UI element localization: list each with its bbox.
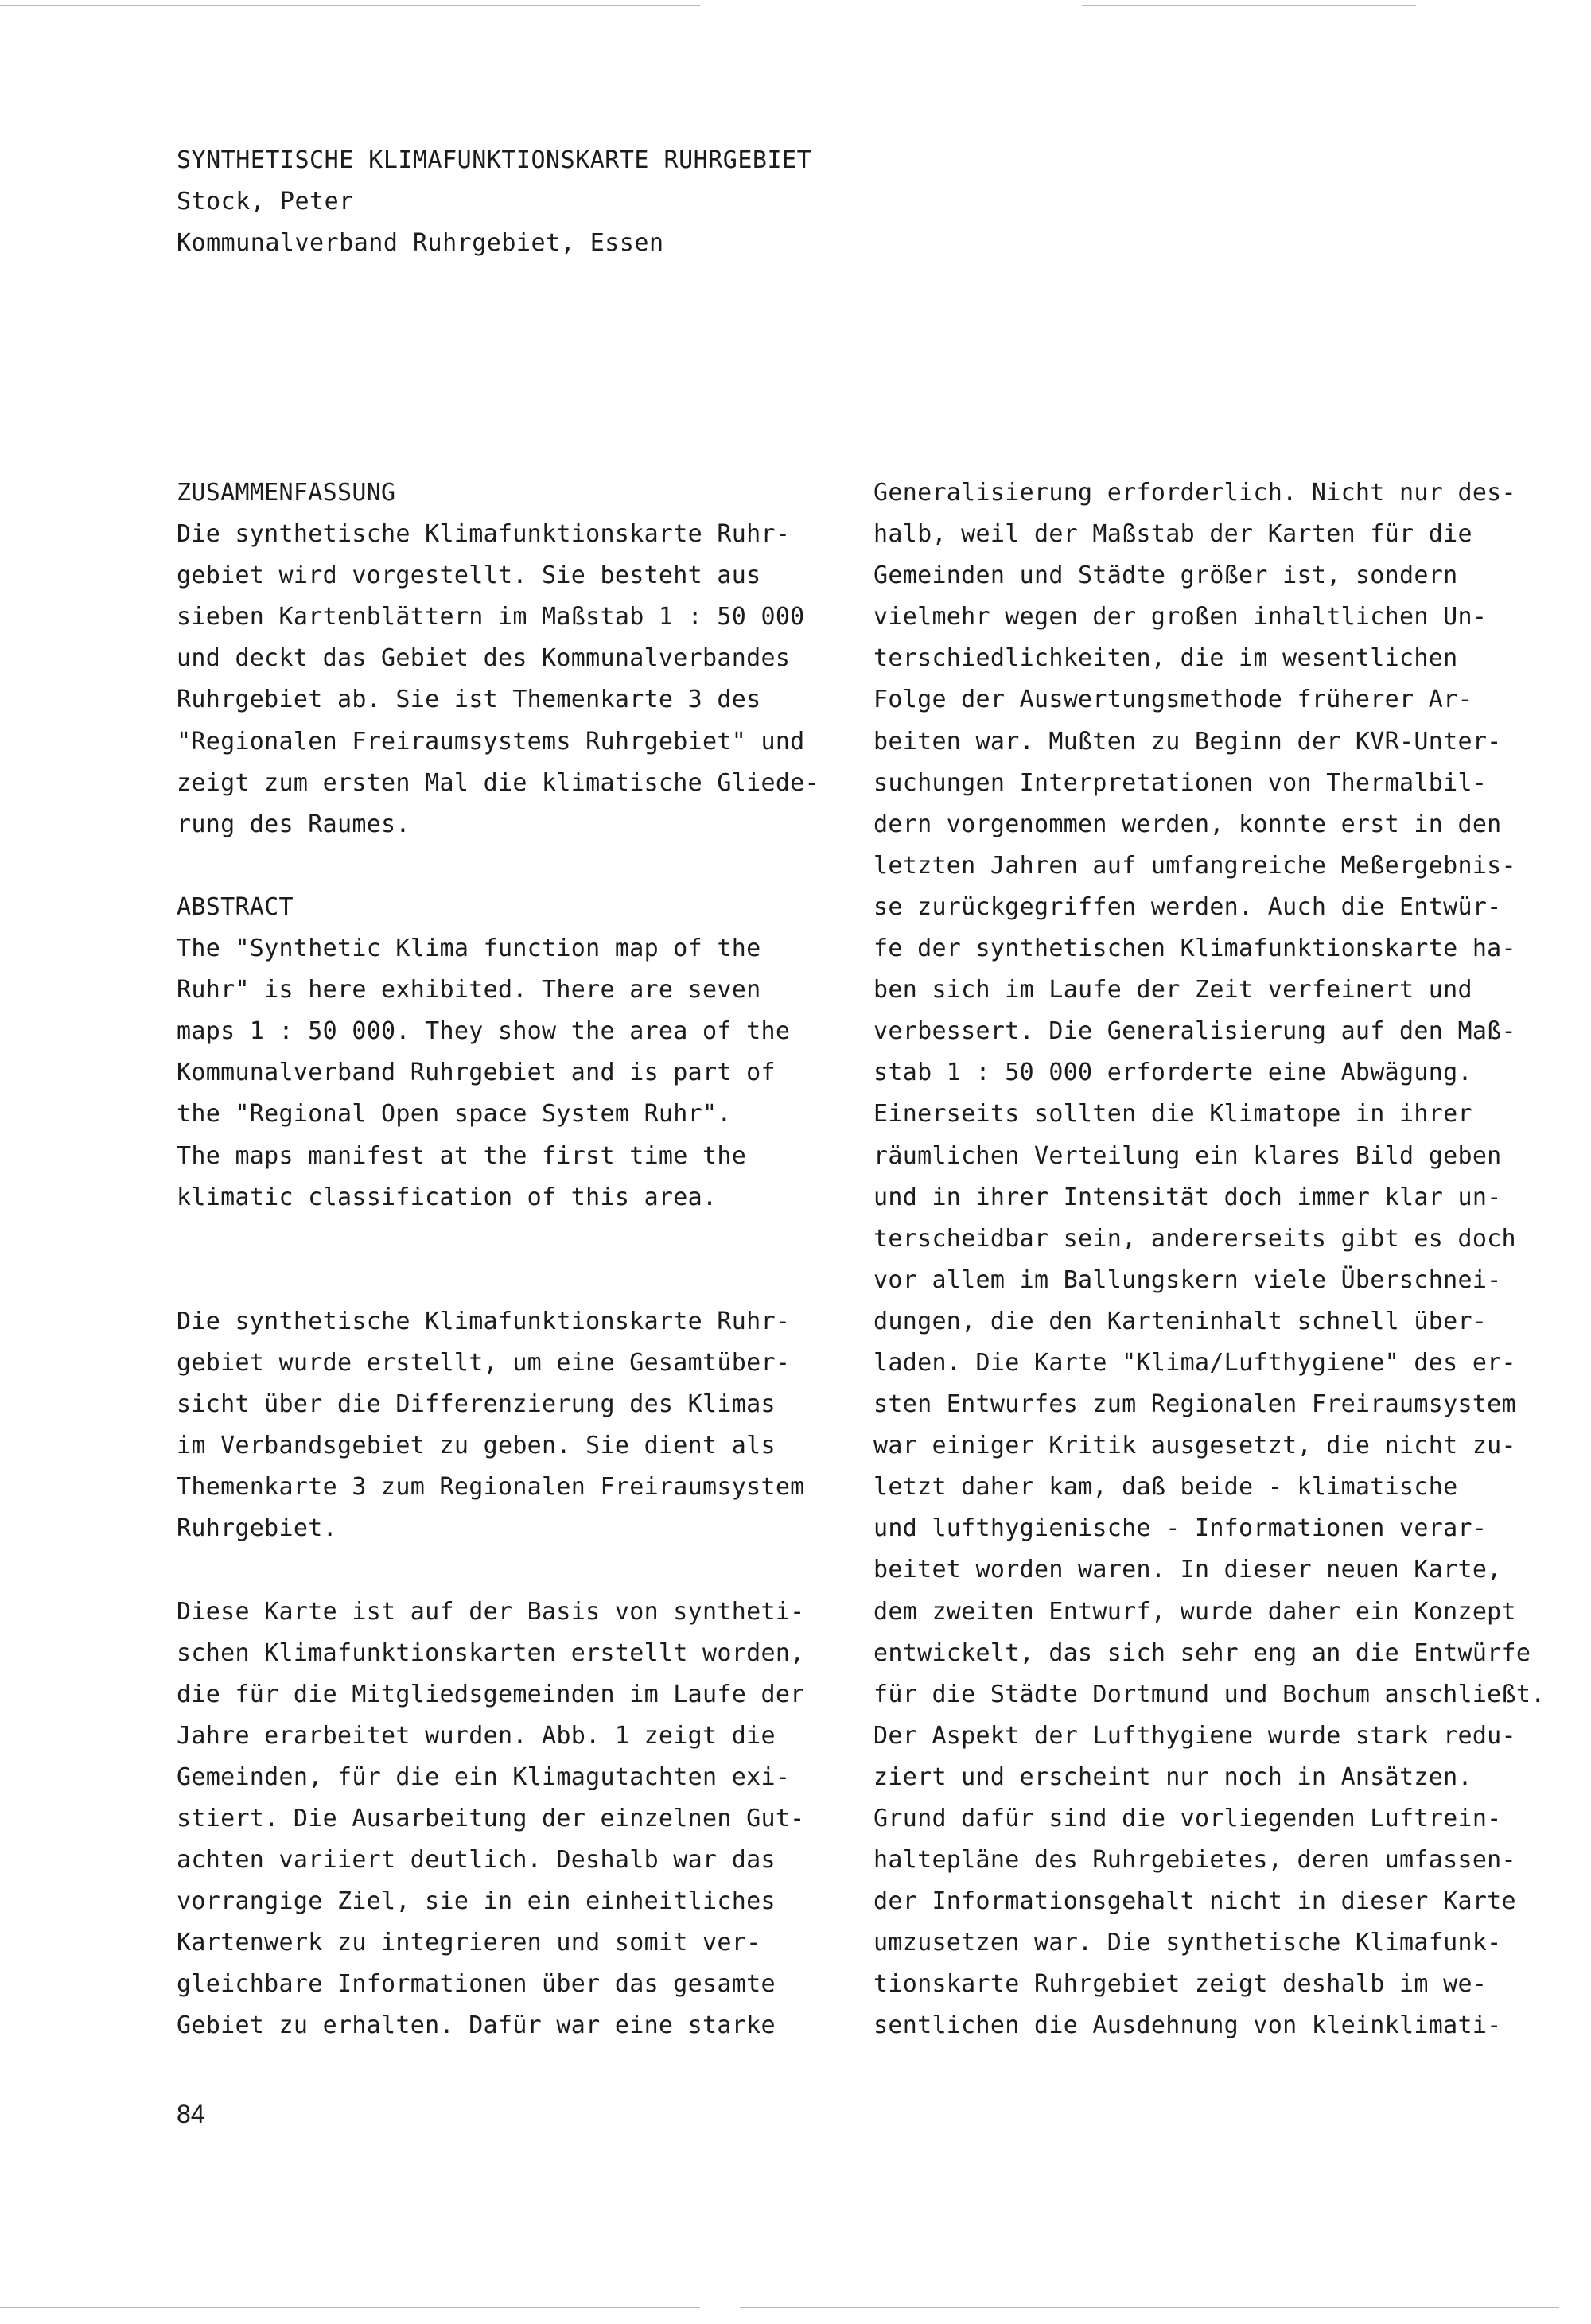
- right-column-line: se zurückgegriffen werden. Auch die Entwür-: [873, 892, 1502, 921]
- right-column-line: ziert und erscheint nur noch in Ansätzen.: [873, 1762, 1472, 1791]
- top-edge-rule-right: [1082, 5, 1416, 6]
- body-paragraph-1-line: Die synthetische Klimafunktionskarte Ruhr-: [177, 1307, 791, 1335]
- right-column-line: terschiedlichkeiten, die im wesentlichen: [873, 644, 1458, 673]
- right-column-line: stab 1 : 50 000 erforderte eine Abwägung.: [873, 1059, 1472, 1087]
- zusammenfassung-line: zeigt zum ersten Mal die klimatische Gliede-: [177, 768, 819, 797]
- bottom-edge-rule-left: [0, 2307, 700, 2308]
- right-column-line: dern vorgenommen werden, konnte erst in den: [873, 810, 1502, 838]
- right-column-line: Grund dafür sind die vorliegenden Luftrein-: [873, 1805, 1502, 1832]
- body-paragraph-1-line: sicht über die Differenzierung des Klimas: [177, 1390, 776, 1419]
- body-paragraph-2-line: die für die Mitgliedsgemeinden im Laufe der: [177, 1680, 805, 1708]
- bottom-edge-rule-right: [740, 2307, 1559, 2308]
- right-column-line: tionskarte Ruhrgebiet zeigt deshalb im we-: [873, 1970, 1488, 1999]
- page-number: 84: [177, 2100, 205, 2128]
- abstract-line: Ruhr" is here exhibited. There are seven: [177, 976, 761, 1005]
- abstract-line: Kommunalverband Ruhrgebiet and is part of: [177, 1059, 776, 1087]
- article-affiliation: Kommunalverband Ruhrgebiet, Essen: [177, 229, 664, 258]
- right-column-line: sentlichen die Ausdehnung von kleinklimati-: [873, 2011, 1502, 2040]
- right-column-line: sten Entwurfes zum Regionalen Freiraumsystem: [873, 1390, 1516, 1419]
- right-column-line: letzt daher kam, daß beide - klimatische: [873, 1473, 1458, 1502]
- body-paragraph-1-line: im Verbandsgebiet zu geben. Sie dient als: [177, 1432, 776, 1460]
- abstract-line: The "Synthetic Klima function map of the: [177, 935, 761, 963]
- body-paragraph-2-line: Diese Karte ist auf der Basis von syntheti-: [177, 1597, 805, 1626]
- right-column-line: dem zweiten Entwurf, wurde daher ein Konzept: [873, 1597, 1516, 1626]
- body-paragraph-1-line: gebiet wurde erstellt, um eine Gesamtüber-: [177, 1348, 791, 1377]
- right-column-line: für die Städte Dortmund und Bochum anschließt.: [873, 1680, 1546, 1708]
- right-column-line: halb, weil der Maßstab der Karten für die: [873, 520, 1472, 549]
- right-column-line: Gemeinden und Städte größer ist, sondern: [873, 562, 1458, 590]
- right-column-line: terscheidbar sein, andererseits gibt es doch: [873, 1224, 1516, 1253]
- body-paragraph-2-line: achten variiert deutlich. Deshalb war das: [177, 1846, 776, 1875]
- body-paragraph-2-line: schen Klimafunktionskarten erstellt worden,: [177, 1638, 805, 1667]
- right-column-line: Folge der Auswertungsmethode früherer Ar-: [873, 686, 1472, 714]
- body-paragraph-1-line: Themenkarte 3 zum Regionalen Freiraumsystem: [177, 1473, 805, 1502]
- right-column-line: suchungen Interpretationen von Thermalbil-: [873, 768, 1488, 797]
- zusammenfassung-heading: ZUSAMMENFASSUNG: [177, 479, 396, 507]
- abstract-line: The maps manifest at the first time the: [177, 1141, 747, 1170]
- right-column-line: entwickelt, das sich sehr eng an die Entwürfe: [873, 1638, 1531, 1667]
- left-column: [177, 472, 819, 2047]
- zusammenfassung-line: sieben Kartenblättern im Maßstab 1 : 50 000: [177, 603, 805, 632]
- article-header: [177, 140, 1131, 264]
- right-column-line: und in ihrer Intensität doch immer klar un-: [873, 1183, 1502, 1211]
- right-column-line: und lufthygienische - Informationen verar-: [873, 1514, 1488, 1543]
- abstract-heading: ABSTRACT: [177, 892, 294, 921]
- body-paragraph-2-line: gleichbare Informationen über das gesamte: [177, 1970, 776, 1999]
- right-column-line: letzten Jahren auf umfangreiche Meßergebnis-: [873, 851, 1516, 880]
- right-column: [873, 472, 1546, 2047]
- right-column-line: fe der synthetischen Klimafunktionskarte ha-: [873, 935, 1516, 963]
- body-paragraph-2-line: stiert. Die Ausarbeitung der einzelnen Gut-: [177, 1805, 805, 1832]
- body-paragraph-2-line: vorrangige Ziel, sie in ein einheitliches: [177, 1887, 776, 1916]
- article-title: SYNTHETISCHE KLIMAFUNKTIONSKARTE RUHRGEBIET: [177, 146, 812, 174]
- right-column-line: räumlichen Verteilung ein klares Bild geben: [873, 1141, 1502, 1170]
- body-paragraph-2-line: Gemeinden, für die ein Klimagutachten exi-: [177, 1762, 791, 1791]
- right-column-line: dungen, die den Karteninhalt schnell über-: [873, 1307, 1488, 1335]
- article-author: Stock, Peter: [177, 188, 354, 216]
- body-paragraph-2-line: Kartenwerk zu integrieren und somit ver-: [177, 1929, 761, 1957]
- right-column-line: beitet worden waren. In dieser neuen Karte,: [873, 1556, 1502, 1584]
- body-paragraph-2-line: Gebiet zu erhalten. Dafür war eine starke: [177, 2011, 776, 2040]
- zusammenfassung-line: "Regionalen Freiraumsystems Ruhrgebiet" und: [177, 727, 805, 756]
- abstract-line: maps 1 : 50 000. They show the area of the: [177, 1017, 791, 1046]
- abstract-line: the "Regional Open space System Ruhr".: [177, 1100, 732, 1129]
- body-paragraph-2-line: Jahre erarbeitet wurden. Abb. 1 zeigt die: [177, 1721, 776, 1750]
- zusammenfassung-line: Ruhrgebiet ab. Sie ist Themenkarte 3 des: [177, 686, 761, 714]
- zusammenfassung-line: gebiet wird vorgestellt. Sie besteht aus: [177, 562, 761, 590]
- right-column-line: Generalisierung erforderlich. Nicht nur des-: [873, 479, 1516, 507]
- zusammenfassung-line: rung des Raumes.: [177, 810, 410, 838]
- body-paragraph-1-line: Ruhrgebiet.: [177, 1514, 337, 1543]
- zusammenfassung-line: und deckt das Gebiet des Kommunalverbandes: [177, 644, 791, 673]
- abstract-line: klimatic classification of this area.: [177, 1183, 718, 1211]
- right-column-line: der Informationsgehalt nicht in dieser Karte: [873, 1887, 1516, 1916]
- right-column-line: haltepläne des Ruhrgebietes, deren umfassen-: [873, 1846, 1516, 1875]
- right-column-line: vor allem im Ballungskern viele Überschnei-: [873, 1265, 1502, 1294]
- right-column-line: ben sich im Laufe der Zeit verfeinert und: [873, 976, 1472, 1005]
- section-gap: [177, 845, 805, 887]
- right-column-line: umzusetzen war. Die synthetische Klimafunk-: [873, 1929, 1502, 1957]
- right-column-line: war einiger Kritik ausgesetzt, die nicht zu-: [873, 1432, 1516, 1460]
- zusammenfassung-line: Die synthetische Klimafunktionskarte Ruhr-: [177, 520, 791, 549]
- top-edge-rule-left: [0, 5, 700, 6]
- right-column-line: verbessert. Die Generalisierung auf den Maß-: [873, 1017, 1516, 1046]
- section-gap: [177, 1218, 805, 1301]
- right-column-line: laden. Die Karte "Klima/Lufthygiene" des er-: [873, 1348, 1516, 1377]
- right-column-line: vielmehr wegen der großen inhaltlichen Un-: [873, 603, 1488, 632]
- right-column-line: Der Aspekt der Lufthygiene wurde stark redu-: [873, 1721, 1516, 1750]
- right-column-line: Einerseits sollten die Klimatope in ihrer: [873, 1100, 1472, 1129]
- paragraph-gap: [177, 1549, 805, 1591]
- right-column-line: beiten war. Mußten zu Beginn der KVR-Unter-: [873, 727, 1502, 756]
